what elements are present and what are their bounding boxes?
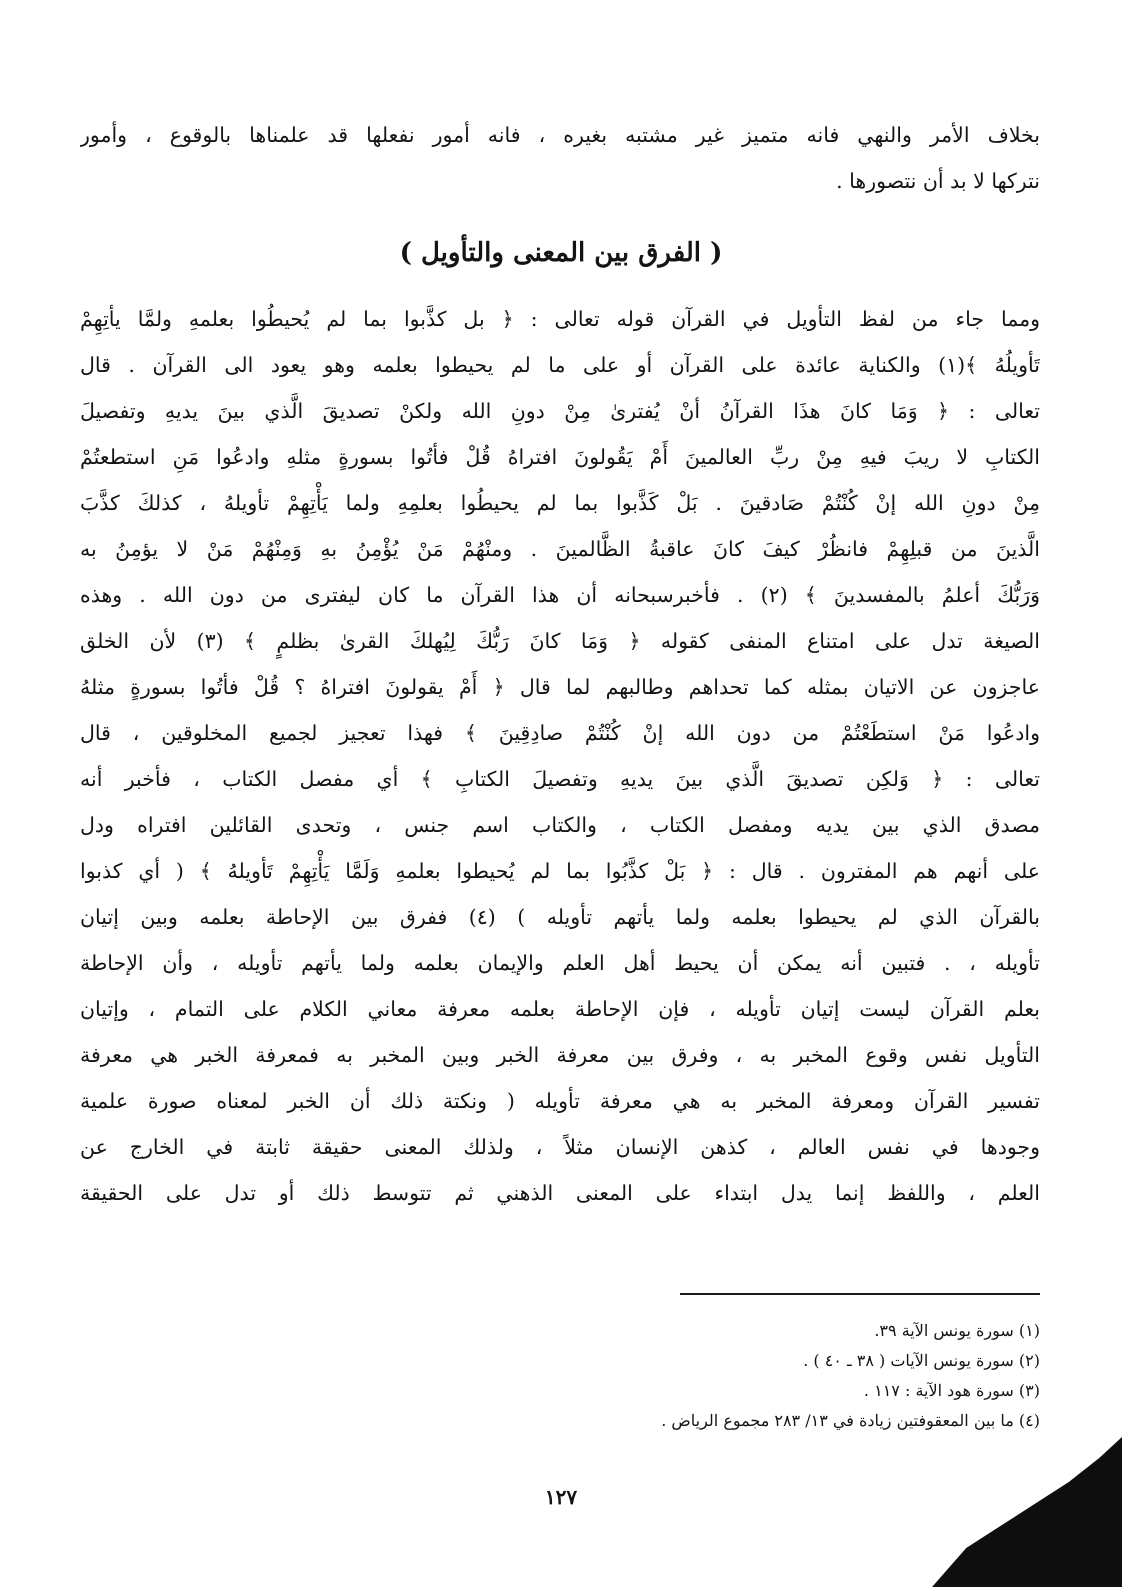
text-line: مصدق الذي بين يديه ومفصل الكتاب ، والكتاب اسم جنس ، وتحدى القائلين افتراه ودل [80,813,1040,837]
text-line: على أنهم هم المفترون . قال : ﴿ بَلْ كذَّبُوا بما لم يُحيطوا بعلمهِ وَلَمَّا يَأْتِهِمْ تَأويلهُ ﴾ ( أي كذبوا [80,859,1040,883]
footnote-separator [680,1293,1040,1295]
body-paragraph [80,296,1040,1216]
text-line: بعلم القرآن ليست إتيان تأويله ، فإن الإحاطة بعلمه معرفة معاني الكلام على التمام ، وإتيان [80,997,1040,1021]
footnote: (١) سورة يونس الآية ٣٩. [874,1321,1040,1340]
text-line: وَرَبُّكَ أعلمُ بالمفسدينَ ﴾ (٢) . فأخبرسبحانه أن هذا القرآن ما كان ليفترى من دون الله . وهذه [80,583,1040,607]
text-line: التأويل نفس وقوع المخبر به ، وفرق بين معرفة الخبر وبين المخبر به فمعرفة الخبر هي معرفة [80,1043,1040,1067]
section-heading: ( الفرق بين المعنى والتأويل ) [399,238,723,268]
footnote: (٤) ما بين المعقوفتين زيادة في ١٣/ ٢٨٣ مجموع الرياض . [661,1411,1040,1430]
text-line: تَأويلُهُ ﴾(١) والكناية عائدة على القرآن أو على ما لم يحيطوا بعلمه وهو يعود الى القرآن . قال [80,353,1040,377]
text-line: وادعُوا مَنْ استطَعْتُمْ من دون الله إنْ كُنْتُمْ صادِقِينَ ﴾ فهذا تعجيز لجميع المخلوقين ، قال [80,721,1040,745]
text-line: الكتابِ لا ريبَ فيهِ مِنْ ربِّ العالمينَ أَمْ يَقُولونَ افتراهُ قُلْ فأتُوا بسورةٍ مثلهِ وادعُوا مَنِ استطعتُمْ [80,445,1040,469]
footnote: (٣) سورة هود الآية : ١١٧ . [863,1381,1040,1400]
text-line: العلم ، واللفظ إنما يدل ابتداء على المعنى الذهني ثم تتوسط ذلك أو تدل على الحقيقة [80,1181,1040,1205]
page-number: ١٢٧ [544,1485,578,1509]
text-line: بالقرآن الذي لم يحيطوا بعلمه ولما يأتهم تأويله ) (٤) ففرق بين الإحاطة بعلمه وبين إتيان [80,905,1040,929]
text-line: الصيغة تدل على امتناع المنفى كقوله ﴿ وَمَا كانَ رَبُّكَ لِيُهلكَ القرىٰ بظلمٍ ﴾ (٣) لأن الخلق [80,629,1040,653]
footnotes [400,1316,1040,1436]
text-line: تعالى : ﴿ وَمَا كانَ هذَا القرآنُ أنْ يُفترىٰ مِنْ دونِ الله ولكنْ تصديقَ الَّذي بينَ يديهِ وتفصيلَ [80,399,1040,423]
text-line: عاجزون عن الاتيان بمثله كما تحداهم وطالبهم لما قال ﴿ أَمْ يقولونَ افتراهُ ؟ قُلْ فأتُوا بسورةٍ مثلهُ [80,675,1040,699]
text-line: مِنْ دونِ الله إنْ كُنْتُمْ صَادقينَ . بَلْ كَذَّبوا بما لم يحيطُوا بعلمِهِ ولما يَأْتِهِمْ تأويلهُ ، كذلكَ كذَّبَ [80,491,1040,515]
text-line: تأويله ، . فتبين أنه يمكن أن يحيط أهل العلم والإيمان بعلمه ولما يأتهم تأويله ، وأن الإحاطة [80,951,1040,975]
text-line: الَّذينَ من قبلِهِمْ فانظُرْ كيفَ كانَ عاقبةُ الظَّالمينَ . ومنْهُمْ مَنْ يُؤْمِنُ بهِ وَمِنْهُمْ مَنْ لا يؤمِنُ به [80,537,1040,561]
text-line: وجودها في نفس العالم ، كذهن الإنسان مثلاً ، ولذلك المعنى حقيقة ثابتة في الخارج عن [80,1135,1040,1159]
footnote: (٢) سورة يونس الآيات ( ٣٨ ـ ٤٠ ) . [803,1351,1040,1370]
text-line: ومما جاء من لفظ التأويل في القرآن قوله تعالى : ﴿ بل كذَّبوا بما لم يُحيطُوا بعلمهِ ولمَّا يأتِهِمْ [80,307,1040,331]
intro-paragraph [80,112,1040,204]
text-line: تفسير القرآن ومعرفة المخبر به هي معرفة تأويله ( ونكتة ذلك أن الخبر لمعناه صورة علمية [80,1089,1040,1113]
scan-shadow [932,1437,1122,1587]
text-line: تعالى : ﴿ وَلكِن تصديقَ الَّذي بينَ يديهِ وتفصيلَ الكتابِ ﴾ أي مفصل الكتاب ، فأخبر أنه [80,767,1040,791]
text-line: نتركها لا بد أن نتصورها . [836,169,1040,193]
text-line: بخلاف الأمر والنهي فانه متميز غير مشتبه بغيره ، فانه أمور نفعلها قد علمناها بالوقوع ، وأمور [80,123,1040,147]
